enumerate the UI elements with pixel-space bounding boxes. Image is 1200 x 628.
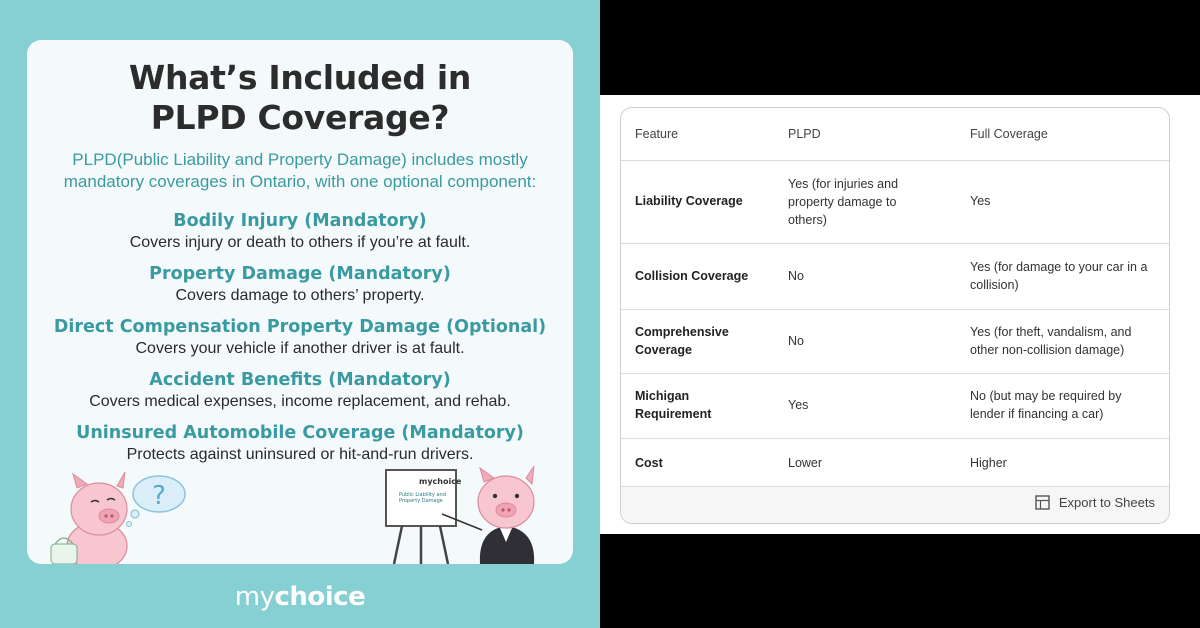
- feature-title: Uninsured Automobile Coverage (Mandatory): [76, 423, 524, 443]
- feature-title: Bodily Injury (Mandatory): [173, 211, 427, 231]
- title-line-1: What’s Included in: [128, 58, 472, 97]
- table-row: [621, 244, 1169, 310]
- logo-my: my: [234, 582, 275, 612]
- full-coverage-cell: Yes (for theft, vandalism, and other non-collision damage): [970, 325, 1132, 357]
- board-caption: Public Liability and Property Damage: [399, 492, 446, 504]
- plpd-cell: Lower: [788, 456, 823, 470]
- feature-title: Property Damage (Mandatory): [149, 264, 451, 284]
- column-header-feature: Feature: [635, 127, 679, 141]
- pig-in-suit-icon: [382, 464, 562, 564]
- comparison-table: [620, 107, 1170, 524]
- intro-text: PLPD(Public Liability and Property Damage) includes mostly mandatory coverages in Ontario, with one optional component:: [63, 150, 537, 191]
- feature-description: Covers your vehicle if another driver is at fault.: [135, 340, 465, 357]
- column-header-plpd: PLPD: [788, 127, 821, 141]
- infographic-title: [27, 58, 573, 138]
- feature-description: Covers injury or death to others if you’re at fault.: [129, 234, 471, 251]
- feature-title: Accident Benefits (Mandatory): [149, 370, 451, 390]
- feature-cell: Comprehensive Coverage: [635, 325, 729, 357]
- full-coverage-cell: No (but may be required by lender if financing a car): [970, 389, 1122, 421]
- plpd-cell: Yes: [788, 398, 809, 412]
- table-header-row: [621, 108, 1169, 161]
- feature-cell: Liability Coverage: [635, 194, 743, 208]
- board-brand-text: mychoice: [419, 477, 462, 486]
- plpd-cell: Yes (for injuries and property damage to others): [788, 177, 899, 227]
- title-line-2: PLPD Coverage?: [150, 98, 450, 137]
- full-coverage-cell: Yes: [970, 194, 991, 208]
- feature-item: [27, 316, 573, 369]
- plpd-cell: No: [788, 334, 804, 348]
- export-label: Export to Sheets: [1058, 495, 1155, 510]
- table-row: [621, 161, 1169, 244]
- export-to-sheets-button[interactable]: [1035, 495, 1155, 510]
- feature-cell: Cost: [635, 456, 663, 470]
- table-row: [621, 439, 1169, 487]
- table-row: [621, 310, 1169, 374]
- plpd-cell: No: [788, 269, 804, 283]
- full-coverage-cell: Yes (for damage to your car in a collision): [970, 260, 1148, 292]
- feature-title: Direct Compensation Property Damage (Optional): [53, 317, 547, 337]
- column-header-full-coverage: Full Coverage: [970, 127, 1048, 141]
- feature-cell: Michigan Requirement: [635, 389, 712, 421]
- mychoice-logo: [0, 582, 600, 612]
- full-coverage-cell: Higher: [970, 456, 1007, 470]
- feature-description: Covers medical expenses, income replacement, and rehab.: [89, 393, 511, 410]
- feature-list: [27, 210, 573, 475]
- feature-item: [27, 263, 573, 316]
- feature-item: [27, 210, 573, 263]
- comparison-panel: [600, 95, 1200, 534]
- svg-text:?: ?: [152, 481, 166, 511]
- feature-description: Covers damage to others’ property.: [175, 287, 425, 304]
- feature-item: [27, 369, 573, 422]
- table-grid-icon: [1035, 495, 1050, 510]
- table-footer: [621, 487, 1169, 523]
- infographic-card: [27, 40, 573, 564]
- pig-holding-bag-icon: [37, 464, 197, 564]
- table-row: [621, 374, 1169, 439]
- feature-cell: Collision Coverage: [635, 269, 749, 283]
- question-cloud-icon: [127, 476, 186, 527]
- feature-description: Protects against uninsured or hit-and-run drivers.: [126, 446, 474, 463]
- logo-choice: choice: [274, 582, 366, 612]
